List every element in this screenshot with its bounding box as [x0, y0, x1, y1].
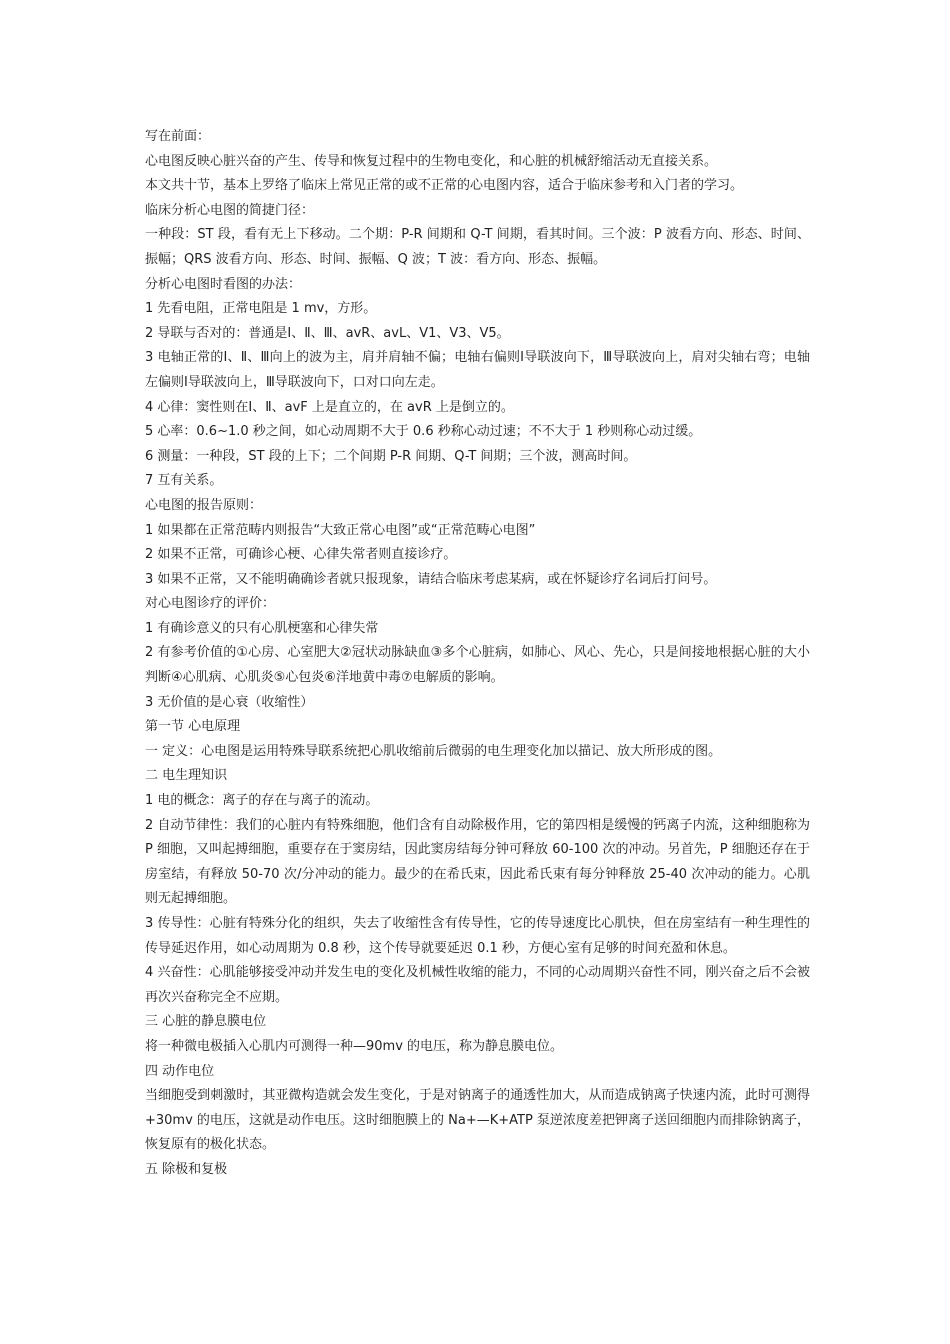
list-item: 2 如果不正常，可确诊心梗、心律失常者则直接诊疗。: [145, 547, 457, 563]
paragraph-preface-heading: 写在前面：: [145, 129, 211, 144]
paragraph-heading: 临床分析心电图的简捷门径：: [145, 202, 315, 218]
list-item: 6 测量：一种段，ST 段的上下；二个间期 P-R 间期、Q-T 间期；三个波，测高时间。: [145, 448, 637, 464]
paragraph: 一种段：ST 段，看有无上下移动。二个期：P-R 间期和 Q-T 间期，看其时间。三个波：P 波看方向、形态、时间、振幅；QRS 波看方向、形态、时间、振幅、Q 波；T 波：看方向、形态、振幅。: [145, 227, 810, 267]
subsection-heading: 四 动作电位: [145, 1063, 215, 1079]
section-heading: 第一节 心电原理: [145, 719, 241, 735]
list-item: 3 无价值的是心衰（收缩性）: [145, 694, 314, 710]
list-item: 3 如果不正常，又不能明确确诊者就只报现象，请结合临床考虑某病，或在怀疑诊疗名词后打问号。: [145, 571, 717, 587]
list-item: 2 自动节律性：我们的心脏内有特殊细胞，他们含有自动除极作用，它的第四相是缓慢的钙离子内流，这种细胞称为 P 细胞，又叫起搏细胞，重要存在于窦房结，因此窦房结每分钟可释放 60-100 次的冲动。另首先，P 细胞还存在于房室结，有释放 50-70 次/分冲动的能力。最少的在希氏束，因此希氏束有每分钟释放 25-40 次冲动的能力。心肌则无起搏细胞。: [145, 817, 810, 907]
list-item: 5 心率：0.6~1.0 秒之间，如心动周期不大于 0.6 秒称心动过速；不不大于 1 秒则称心动过缓。: [145, 424, 702, 440]
paragraph: 本文共十节，基本上罗络了临床上常见正常的或不正常的心电图内容，适合于临床参考和入门者的学习。: [145, 178, 744, 194]
list-item: 1 电的概念：离子的存在与离子的流动。: [145, 793, 379, 809]
list-item: 2 导联与否对的：普通是Ⅰ、Ⅱ、Ⅲ、avR、avL、V1、V3、V5。: [145, 325, 510, 341]
list-item: 1 有确诊意义的只有心肌梗塞和心律失常: [145, 620, 379, 636]
list-item: 4 兴奋性：心肌能够接受冲动并发生电的变化及机械性收缩的能力，不同的心动周期兴奋性不同，刚兴奋之后不会被再次兴奋称完全不应期。: [145, 965, 810, 1005]
paragraph: 一 定义：心电图是运用特殊导联系统把心肌收缩前后微弱的电生理变化加以描记、放大所形成的图。: [145, 743, 722, 759]
subsection-heading: 二 电生理知识: [145, 768, 228, 784]
list-item: 4 心律：窦性则在Ⅰ、Ⅱ、avF 上是直立的，在 avR 上是倒立的。: [145, 399, 514, 415]
paragraph-heading: 对心电图诊疗的评价：: [145, 596, 276, 612]
list-item: 1 先看电阻，正常电阻是 1 mv，方形。: [145, 301, 377, 317]
subsection-heading: 五 除极和复极: [145, 1161, 228, 1177]
list-item: 3 电轴正常的Ⅰ、Ⅱ、Ⅲ向上的波为主，肩并肩轴不偏；电轴右偏则Ⅰ导联波向下，Ⅲ导联波向上，肩对尖轴右弯；电轴左偏则Ⅰ导联波向上，Ⅲ导联波向下，口对口向左走。: [145, 350, 810, 390]
list-item: 7 互有关系。: [145, 473, 223, 489]
subsection-heading: 三 心脏的静息膜电位: [145, 1014, 267, 1030]
list-item: 2 有参考价值的①心房、心室肥大②冠状动脉缺血③多个心脏病，如肺心、风心、先心，只是间接地根据心脏的大小判断④心肌病、心肌炎⑤心包炎⑥洋地黄中毒⑦电解质的影响。: [145, 645, 810, 686]
paragraph: 将一种微电极插入心肌内可测得一种—90mv 的电压，称为静息膜电位。: [145, 1038, 564, 1054]
paragraph-heading: 分析心电图时看图的办法：: [145, 276, 302, 292]
document-page: [145, 125, 810, 1183]
paragraph: 心电图反映心脏兴奋的产生、传导和恢复过程中的生物电变化，和心脏的机械舒缩活动无直接关系。: [145, 153, 718, 169]
paragraph: 当细胞受到刺激时，其亚微构造就会发生变化，于是对钠离子的通透性加大，从而造成钠离子快速内流，此时可测得+30mv 的电压，这就是动作电压。这时细胞膜上的 Na+—K+ATP 泵逆浓度差把钾离子送回细胞内而排除钠离子，恢复原有的极化状态。: [145, 1088, 810, 1153]
list-item: 3 传导性：心脏有特殊分化的组织，失去了收缩性含有传导性，它的传导速度比心肌快，但在房室结有一种生理性的传导延迟作用，如心动周期为 0.8 秒，这个传导就要延迟 0.1 秒，方便心室有足够的时间充盈和休息。: [145, 916, 810, 956]
list-item: 1 如果都在正常范畴内则报告“大致正常心电图”或“正常范畴心电图”: [145, 522, 536, 538]
paragraph-heading: 心电图的报告原则：: [145, 497, 263, 513]
